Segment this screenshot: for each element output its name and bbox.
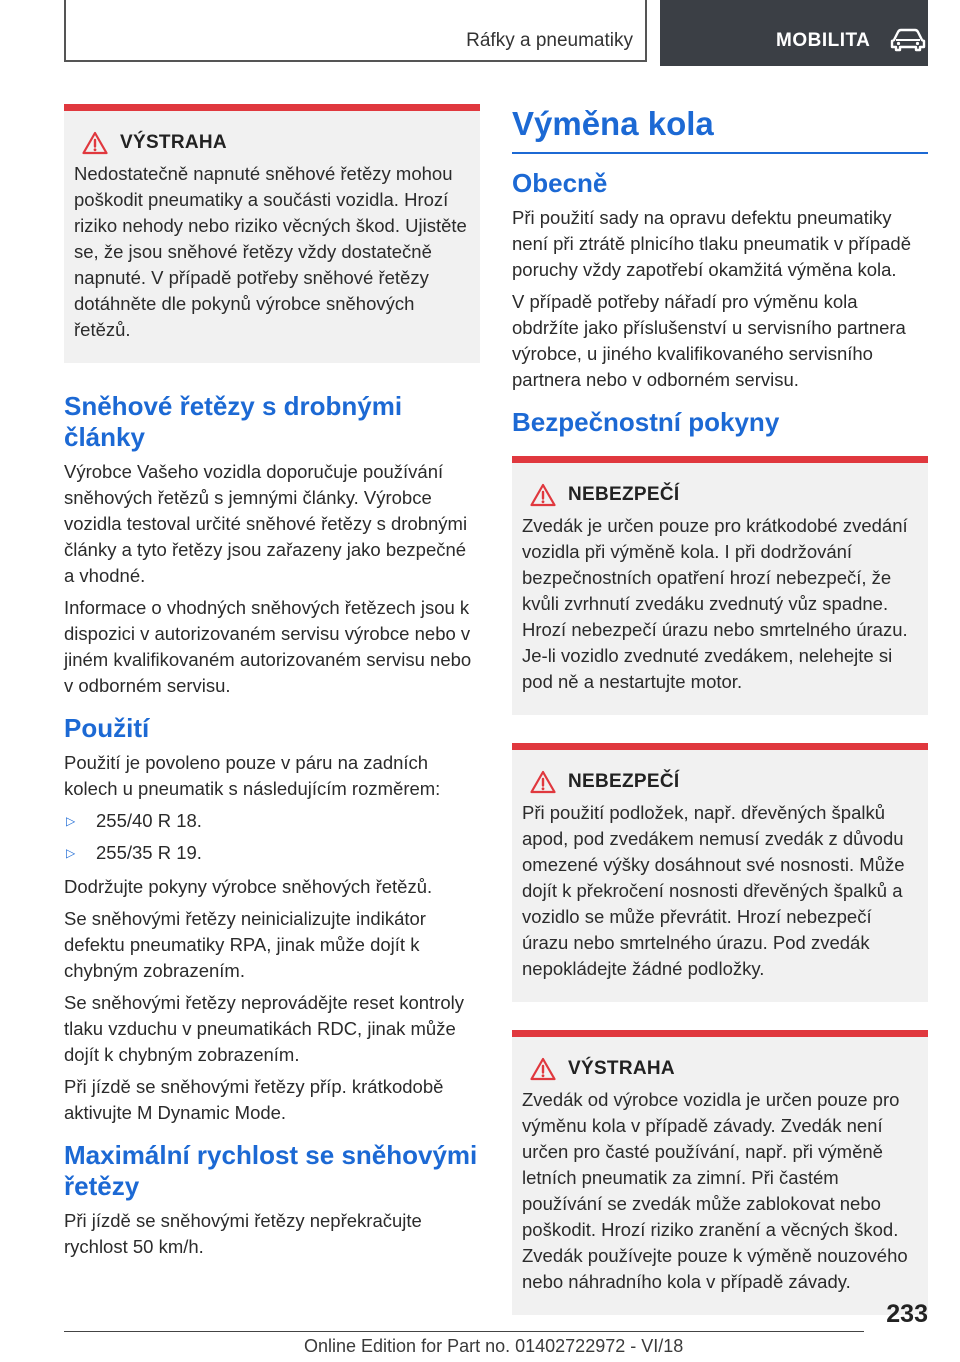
- warning-text: Zvedák od výrobce vozidla je určen pouze pro výměnu kola v případě závady. Zvedák není určen pro časté používání, např. při výměně letních pneumatik za zimní. Při častém používání se zvedák může zablokovat nebo poškodit. Hrozí riziko zranění a věcných škod. Zvedák používejte pouze k výměně nouzového nebo náhradního kola v případě závady.: [522, 1089, 908, 1292]
- warning-title: VÝSTRAHA: [120, 132, 227, 153]
- section-heading-safety: Bezpečnostní pokyny: [512, 407, 780, 437]
- warning-triangle-icon: [530, 483, 556, 507]
- header-section-box: [64, 0, 647, 62]
- warning-triangle-icon: [530, 770, 556, 794]
- danger-text: Při použití podložek, např. dřevěných špalků apod, pod zvedákem nemusí zvedák z důvodu omezené výšky dosáhnout své nosnosti. Může dojít k překročení nosnosti dřevěných špalků a vozidlo se může převrátit. Hrozí nebezpečí úrazu nebo smrtelného úrazu. Pod zvedák nepokládejte žádné podložky.: [522, 802, 905, 979]
- paragraph: Při jízdě se sněhovými řetězy nepřekračujte rychlost 50 km/h.: [64, 1210, 422, 1257]
- edition-note: Online Edition for Part no. 01402722972 - VI/18: [304, 1336, 684, 1356]
- chapter-tab: [660, 0, 928, 66]
- triangle-bullet-icon: ▷: [66, 846, 76, 860]
- chapter-label: MOBILITA: [776, 30, 871, 51]
- danger-title: NEBEZPEČÍ: [568, 484, 680, 505]
- danger-box-header: [522, 770, 918, 794]
- warning-box: [512, 1030, 928, 1315]
- page-header: [64, 0, 928, 66]
- warning-box-header: [522, 1057, 918, 1081]
- warning-title: VÝSTRAHA: [568, 1058, 675, 1079]
- left-column: [64, 104, 480, 1266]
- section-heading-usage: Použití: [64, 713, 150, 743]
- warning-box: [64, 104, 480, 363]
- paragraph: V případě potřeby nářadí pro výměnu kola obdržíte jako příslušenství u servisního partnera výrobce, u jiného kvalifikovaného servisního partnera nebo v odborném servisu.: [512, 291, 906, 390]
- triangle-bullet-icon: ▷: [66, 814, 76, 828]
- warning-triangle-icon: [530, 1057, 556, 1081]
- section-title: Ráfky a pneumatiky: [466, 30, 633, 51]
- paragraph: Při použití sady na opravu defektu pneumatiky není při ztrátě plnicího tlaku pneumatik v případě poruchy vždy zapotřebí okamžitá výměna kola.: [512, 207, 912, 280]
- paragraph: Výrobce Vašeho vozidla doporučuje používání sněhových řetězů s jemnými články. Výrobce vozidla testoval určité sněhové řetězy s drobnými články a tyto řetězy jsou zařazeny jako bezpečné a vhodné.: [64, 461, 468, 586]
- list-item-text: 255/40 R 18.: [96, 810, 202, 831]
- paragraph: Se sněhovými řetězy neinicializujte indikátor defektu pneumatiky RPA, jinak může dojít k chybným zobrazením.: [64, 908, 426, 981]
- warning-box-header: [74, 131, 470, 155]
- page-number: 233: [886, 1300, 928, 1328]
- danger-text: Zvedák je určen pouze pro krátkodobé zvedání vozidla při výměně kola. I při dodržování bezpečnostních opatření hrozí nebezpečí, že kvůli zvrhnutí zvedáku zvednutý vůz spadne. Hrozí nebezpečí úrazu nebo smrtelného úrazu. Je-li vozidlo zvednuté zvedákem, nelehejte si pod ně a nestartujte motor.: [522, 515, 908, 692]
- danger-title: NEBEZPEČÍ: [568, 771, 680, 792]
- page-title: Výměna kola: [512, 104, 928, 154]
- paragraph: Použití je povoleno pouze v páru na zadních kolech u pneumatik s následujícím rozměrem:: [64, 752, 441, 799]
- list-item: [64, 840, 480, 866]
- warning-triangle-icon: [82, 131, 108, 155]
- paragraph: Informace o vhodných sněhových řetězech jsou k dispozici v autorizovaném servisu výrobce nebo v jiném kvalifikovaném autorizovaném servisu nebo v odborném servisu.: [64, 597, 472, 696]
- right-column: [512, 104, 928, 1343]
- list-item: [64, 808, 480, 834]
- danger-box: [512, 456, 928, 715]
- danger-box-header: [522, 483, 918, 507]
- danger-box: [512, 743, 928, 1002]
- paragraph: Při jízdě se sněhovými řetězy příp. krátkodobě aktivujte M Dynamic Mode.: [64, 1076, 444, 1123]
- section-heading-fine-link-chains: Sněhové řetězy s drobnými články: [64, 391, 403, 452]
- footer-divider: [64, 1331, 864, 1332]
- paragraph: Dodržujte pokyny výrobce sněhových řetězů.: [64, 876, 433, 897]
- car-icon: [890, 28, 926, 52]
- tire-size-list: [64, 808, 480, 866]
- list-item-text: 255/35 R 19.: [96, 842, 202, 863]
- section-heading-general: Obecně: [512, 168, 608, 198]
- warning-text: Nedostatečně napnuté sněhové řetězy mohou poškodit pneumatiky a součásti vozidla. Hrozí riziko nehody nebo riziko věcných škod. Ujistěte se, že jsou sněhové řetězy vždy dostatečně napnuté. V případě potřeby sněhové řetězy dotáhněte dle pokynů výrobce sněhových řetězů.: [74, 163, 467, 340]
- paragraph: Se sněhovými řetězy neprovádějte reset kontroly tlaku vzduchu v pneumatikách RDC, jinak může dojít k chybným zobrazením.: [64, 992, 465, 1065]
- section-heading-max-speed: Maximální rychlost se sněhovými řetězy: [64, 1140, 478, 1201]
